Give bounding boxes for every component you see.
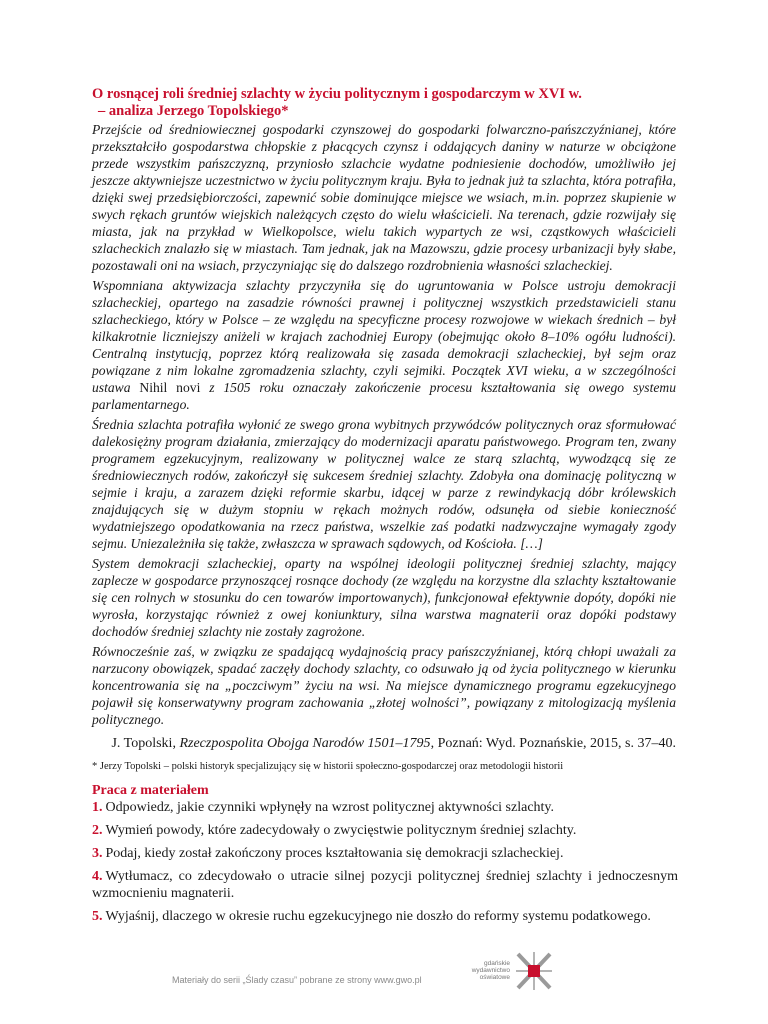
citation-author: J. Topolski,	[111, 736, 180, 751]
source-paragraph-2-part-1: Wspomniana aktywizacja szlachty przyczyniła się do ugruntowania w Polsce ustroju demokracji szlacheckiej, opartego na zasadzie równości prawnej i politycznej wszystkich przedstawicieli stanu szlacheckiego, który w Polsce – ze względu na specyficzne procesy rozwojowe w wiekach średnich – był kilkakrotnie liczniejszy aniżeli w krajach zachodniej Europy (obejmując około 8–10% ogółu ludności). Centralną instytucją, poprzez którą realizowała się zasada demokracji szlacheckiej, był sejm oraz powiązane z nim lokalne zgromadzenia szlachty, czyli sejmiki. Początek XVI wieku, a w szczególności ustawa	[92, 278, 676, 395]
task-item	[92, 845, 678, 862]
tasks-heading: Praca z materiałem	[92, 783, 209, 798]
source-excerpt	[92, 121, 676, 731]
logo-line-3: oświatowe	[479, 974, 510, 981]
task-item	[92, 908, 678, 925]
source-paragraph-2-part-2: z 1505 roku oznaczały zakończenie procesu kształtowania się owego systemu parlamentarnego.	[92, 380, 676, 412]
task-number: 5.	[92, 909, 103, 924]
task-text: Wymień powody, które zadecydowały o zwycięstwie politycznym średniej szlachty.	[105, 823, 577, 838]
source-citation	[92, 735, 676, 752]
document-title	[92, 86, 692, 120]
source-paragraph-3: Średnia szlachta potrafiła wyłonić ze swego grona wybitnych przywódców politycznych oraz sformułować dalekosiężny program działania, zmierzający do modernizacji aparatu państwowego. Program ten, zwany programem egzekucyjnym, realizowany w politycznej walce ze starą szlachtą, wywodzącą się ze średniowiecznych rodów, zakończył się sukcesem średniej szlachty. Zdobyła ona dominację polityczną w sejmie i kraju, a zarazem dzięki reformie skarbu, idącej w parze z rewindykacją dóbr królewskich znajdujących się w dużym stopniu w rękach możnych rodów, odsunęła od siebie konieczność wydatniejszego opodatkowania na rzecz państwa, wszelkie zaś podatki nadzwyczajne wymagały zgody sejmu. Uniezależniła się także, zwłaszcza w sprawach sądowych, od Kościoła. […]	[92, 417, 676, 551]
task-number: 4.	[92, 869, 103, 884]
source-paragraph-5: Równocześnie zaś, w związku ze spadającą wydajnością pracy pańszczyźnianej, którą chłopi uważali za narzucony obowiązek, spadać zaczęły dochody szlachty, co odsuwało ją od życia politycznego w kierunku koncentrowania się na „poczciwym” życiu na wsi. Na miejsce dynamicznego programu egzekucyjnego pojawił się konserwatywny program zachowania „złotej wolności”, powiązany z mitologizacją myślenia politycznego.	[92, 644, 676, 727]
logo-line-2: wydawnictwo	[471, 967, 510, 974]
task-list	[92, 799, 678, 931]
publisher-logo	[466, 950, 562, 994]
footer-source-note: Materiały do serii „Ślady czasu” pobrane ze strony www.gwo.pl	[172, 975, 422, 985]
gwo-logo-icon	[514, 950, 554, 992]
logo-wordmark	[466, 960, 510, 981]
task-number: 2.	[92, 823, 103, 838]
task-item	[92, 822, 678, 839]
logo-line-1: gdańskie	[483, 960, 510, 967]
title-line-1: O rosnącej roli średniej szlachty w życiu politycznym i gospodarczym w XVI w.	[92, 86, 582, 102]
task-text: Podaj, kiedy został zakończony proces kształtowania się demokracji szlacheckiej.	[105, 846, 564, 861]
task-number: 3.	[92, 846, 103, 861]
task-item	[92, 868, 678, 902]
citation-details: , Poznań: Wyd. Poznańskie, 2015, s. 37–40.	[430, 736, 676, 751]
task-text: Odpowiedz, jakie czynniki wpłynęły na wzrost politycznej aktywności szlachty.	[105, 800, 555, 815]
source-paragraph-4: System demokracji szlacheckiej, oparty na wspólnej ideologii politycznej średniej szlachty, mający zaplecze w gospodarce przynoszącej rosnące dochody (ze względu na korzystne dla szlachty kształtowanie się cen rolnych w stosunku do cen towarów importowanych), funkcjonował efektywnie dopóty, dopóki nie wyrosła, korzystając również z owej koniunktury, silna warstwa magnaterii oraz dopóki podstawy dochodów średniej szlachty nie zostały zagrożone.	[92, 556, 676, 639]
citation-work: Rzeczpospolita Obojga Narodów 1501–1795	[179, 736, 431, 751]
source-paragraph-1: Przejście od średniowiecznej gospodarki czynszowej do gospodarki folwarczno-pańszczyźnianej, które przekształciło gospodarstwa chłopskie z płacących czynsz i oddających daniny w naturze w obciążone przede wszystkim pańszczyzną, przyniosło szlachcie wydatne podniesienie dochodów, umożliwiło jej jeszcze aktywniejsze uczestnictwo w życiu politycznym kraju. Była to jednak już ta szlachta, która potrafiła, dzięki swej przedsiębiorczości, zapewnić sobie dominujące miejsce we wsiach, m.in. poprzez skupienie w swych rękach gruntów wiejskich należących często do wielu właścicieli. Na terenach, gdzie rozwijały się miasta, jak na przykład w Wielkopolsce, wielu takich wypartych ze wsi, cząstkowych właścicieli szlacheckich znalazło się w miastach. Tam jednak, jak na Mazowszu, gdzie procesy urbanizacji były słabe, pozostawali oni na wsiach, przyczyniając się do dalszego rozdrobnienia własności szlacheckiej.	[92, 122, 676, 273]
source-paragraph-2	[92, 277, 676, 413]
title-line-2: – analiza Jerzego Topolskiego*	[98, 103, 289, 119]
task-text: Wyjaśnij, dlaczego w okresie ruchu egzekucyjnego nie doszło do reformy systemu podatkowego.	[105, 909, 651, 924]
task-number: 1.	[92, 800, 103, 815]
task-text: Wytłumacz, co zdecydowało o utracie silnej pozycji politycznej średniej szlachty i jednoczesnym wzmocnieniu magnaterii.	[92, 869, 678, 901]
author-footnote: * Jerzy Topolski – polski historyk specjalizujący się w historii społeczno-gospodarczej oraz metodologii historii	[92, 761, 564, 772]
nihil-novi-term: Nihil novi	[139, 380, 201, 395]
task-item	[92, 799, 678, 816]
